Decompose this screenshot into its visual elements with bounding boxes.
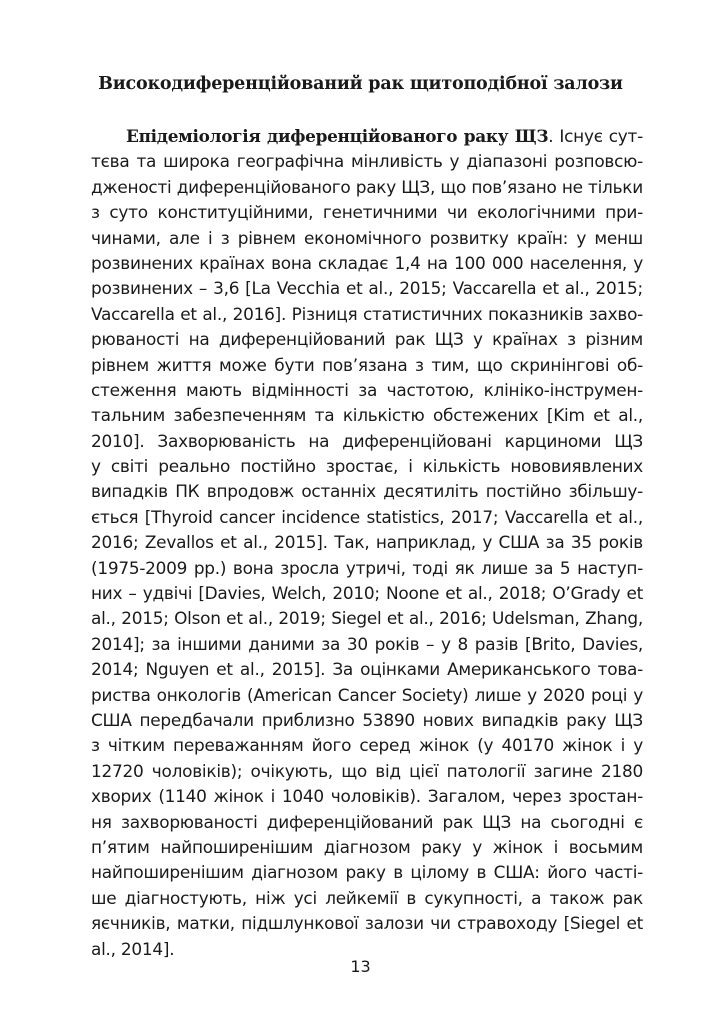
paragraph-line: ня захворюваності диференційований рак ЩЗ на сьогодні є [91, 811, 643, 832]
paragraph-line: них – удвічі [Davies, Welch, 2010; Noone et al., 2018; O’Grady et [91, 583, 643, 604]
paragraph-line: риства онкологів (American Cancer Society) лише у 2020 році у [91, 684, 643, 705]
paragraph-line: al., 2014]. [91, 938, 175, 959]
paragraph-line: Vaccarella et al., 2016]. Різниця статистичних показників захво- [91, 303, 643, 324]
paragraph-line: з суто конституційними, генетичними чи екологічними при- [91, 202, 643, 223]
paragraph-line: стеження мають відмінності за частотою, клініко-інструмен- [91, 379, 643, 400]
paragraph-line: з чітким переважанням його серед жінок (у 40170 жінок і у [91, 735, 643, 756]
paragraph-line: розвинених країнах вона складає 1,4 на 100 000 населення, у [91, 252, 643, 273]
paragraph-lines [91, 149, 643, 962]
paragraph-line: (1975-2009 рр.) вона зросла утричі, тоді як лише за 5 наступ- [91, 557, 643, 578]
paragraph-line: 2014; Nguyen et al., 2015]. За оцінками Американського това- [91, 659, 643, 680]
paragraph-line: п’ятим найпоширенішим діагнозом раку у жінок і восьмим [91, 836, 643, 857]
paragraph-line: рівнем життя може бути пов’язана з тим, що скринінгові об- [91, 354, 643, 375]
paragraph-line: найпоширенішим діагнозом раку в цілому в США: його часті- [91, 862, 643, 883]
paragraph-line: 2016; Zevallos et al., 2015]. Так, наприклад, у США за 35 років [91, 532, 643, 553]
paragraph-line: хворих (1140 жінок і 1040 чоловіків). Загалом, через зростан- [91, 786, 643, 807]
body-paragraph [91, 124, 643, 962]
paragraph-line: al., 2015; Olson et al., 2019; Siegel et al., 2016; Udelsman, Zhang, [91, 608, 643, 629]
paragraph-line: ше діагностують, ніж усі лейкемії в сукупності, а також рак [91, 887, 643, 908]
paragraph-line: тєва та широка географічна мінливість у діапазоні розповсю- [91, 151, 643, 172]
paragraph-line: у світі реально постійно зростає, і кількість нововиявлених [91, 456, 643, 477]
paragraph-line: США передбачали приблизно 53890 нових випадків раку ЩЗ [91, 709, 643, 730]
paragraph-line: випадків ПК впродовж останніх десятиліть постійно збільшу- [91, 481, 643, 502]
paragraph-line: 12720 чоловіків); очікують, що від цієї патології загине 2180 [91, 760, 643, 781]
page-number: 13 [350, 957, 371, 976]
paragraph-line: ється [Thyroid cancer incidence statistics, 2017; Vaccarella et al., [91, 506, 643, 527]
paragraph-line: розвинених – 3,6 [La Vecchia et al., 2015; Vaccarella et al., 2015; [91, 278, 643, 299]
paragraph-line: 2010]. Захворюваність на диференційовані карциноми ЩЗ [91, 430, 643, 451]
paragraph-lead-heading: Епідеміологія диференційованого раку ЩЗ [126, 126, 549, 146]
paragraph-line-1 [91, 124, 643, 149]
paragraph-line: 2014]; за іншими даними за 30 років – у 8 разів [Brito, Davies, [91, 633, 643, 654]
section-title: Високодиференційований рак щитоподібної залози [98, 74, 623, 94]
paragraph-line: чинами, але і з рівнем економічного розвитку країн: у менш [91, 227, 643, 248]
paragraph-line: рюваності на диференційований рак ЩЗ у країнах з різним [91, 329, 643, 350]
paragraph-line-1-text: . Існує сут- [548, 126, 643, 146]
paragraph-line: дженості диференційованого раку ЩЗ, що пов’язано не тільки [91, 176, 643, 197]
paragraph-line: яєчників, матки, підшлункової залози чи стравоходу [Siegel et [91, 913, 643, 934]
paragraph-line: тальним забезпеченням та кількістю обстежених [Kim et al., [91, 405, 643, 426]
